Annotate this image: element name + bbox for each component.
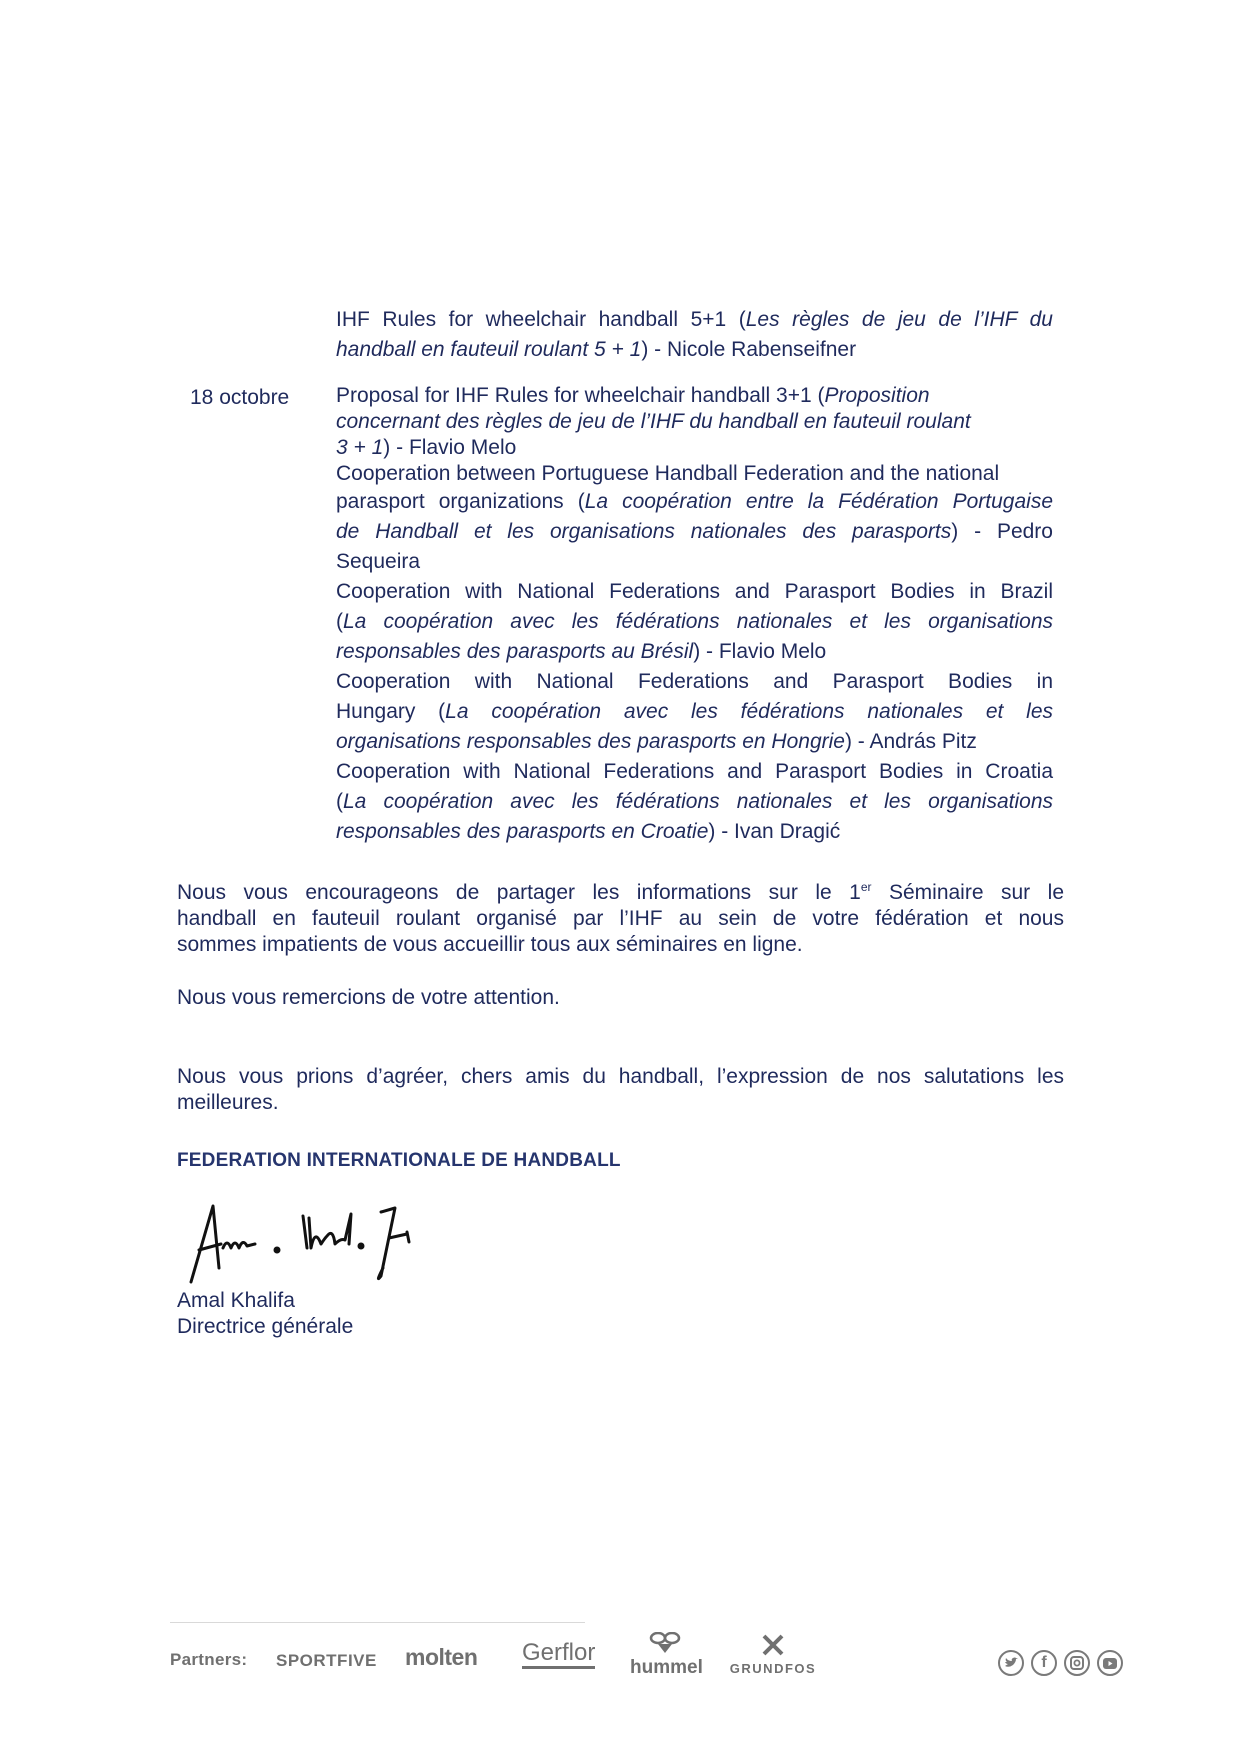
agenda-line: Hungary (La coopération avec les fédérations nationales et les bbox=[336, 700, 1054, 723]
agenda-line: Cooperation with National Federations and Parasport Bodies in Brazil bbox=[336, 580, 1053, 603]
organization-name: FEDERATION INTERNATIONALE DE HANDBALL bbox=[177, 1150, 621, 1171]
closing-paragraph bbox=[177, 1064, 1064, 1116]
agenda-line: responsables des parasports en Croatie) - Ivan Dragić bbox=[336, 820, 841, 843]
agenda-line: concernant des règles de jeu de l’IHF du handball en fauteuil roulant bbox=[336, 410, 971, 433]
partners-label: Partners: bbox=[170, 1650, 248, 1669]
grundfos-mark-icon bbox=[758, 1634, 788, 1656]
agenda-line: organisations responsables des parasports en Hongrie) - András Pitz bbox=[336, 730, 977, 753]
molten-logo: molten bbox=[405, 1644, 478, 1670]
facebook-glyph: f bbox=[1041, 1654, 1047, 1671]
signatory-name: Amal Khalifa bbox=[177, 1289, 295, 1312]
agenda-day-items bbox=[336, 383, 1053, 847]
signature-image bbox=[185, 1198, 445, 1288]
agenda-line: handball en fauteuil roulant 5 + 1) - Nicole Rabenseifner bbox=[336, 338, 857, 361]
youtube-icon[interactable] bbox=[1097, 1650, 1123, 1676]
grundfos-wordmark: GRUNDFOS bbox=[729, 1661, 817, 1676]
gerflor-logo: Gerflor bbox=[522, 1640, 595, 1669]
signature-stroke bbox=[303, 1214, 351, 1248]
paragraph-line: Nous vous prions d’agréer, chers amis du handball, l’expression de nos salutations les bbox=[177, 1065, 1064, 1088]
hummel-bee-icon bbox=[648, 1632, 682, 1654]
agenda-line: parasport organizations (La coopération entre la Fédération Portugaise bbox=[336, 490, 1053, 513]
signature-stroke bbox=[223, 1242, 255, 1248]
facebook-icon[interactable] bbox=[1031, 1650, 1057, 1676]
thanks-text: Nous vous remercions de votre attention. bbox=[177, 986, 560, 1009]
thanks-paragraph bbox=[177, 985, 1064, 1011]
agenda-line: (La coopération avec les fédérations nationales et les organisations bbox=[336, 610, 1053, 633]
agenda-date: 18 octobre bbox=[190, 386, 290, 409]
paragraph-line: Nous vous encourageons de partager les informations sur le 1er Séminaire sur le bbox=[177, 880, 1065, 904]
footer-divider bbox=[170, 1622, 585, 1623]
signature-stroke bbox=[378, 1208, 409, 1279]
agenda-line: Cooperation with National Federations and Parasport Bodies in bbox=[336, 670, 1053, 693]
signatory bbox=[177, 1288, 353, 1340]
signature-stroke bbox=[275, 1248, 279, 1252]
instagram-icon[interactable] bbox=[1064, 1650, 1090, 1676]
partners-bar bbox=[170, 1640, 1130, 1700]
agenda-line: Cooperation between Portuguese Handball Federation and the national bbox=[336, 462, 1000, 485]
agenda-line: Sequeira bbox=[336, 550, 421, 573]
twitter-icon[interactable] bbox=[998, 1650, 1024, 1676]
agenda-line: de Handball et les organisations nationales des parasports) - Pedro bbox=[336, 520, 1053, 543]
paragraph-line: meilleures. bbox=[177, 1091, 279, 1114]
grundfos-logo bbox=[720, 1634, 826, 1677]
social-links bbox=[998, 1650, 1123, 1676]
hummel-logo bbox=[630, 1632, 703, 1678]
signature-stroke bbox=[359, 1244, 363, 1248]
agenda-line: 3 + 1) - Flavio Melo bbox=[336, 436, 517, 459]
signatory-title: Directrice générale bbox=[177, 1315, 354, 1338]
paragraph-line: handball en fauteuil roulant organisé par l’IHF au sein de votre fédération et nous bbox=[177, 907, 1064, 930]
agenda-line: Cooperation with National Federations and Parasport Bodies in Croatia bbox=[336, 760, 1053, 783]
sportfive-logo: SPORTFIVE bbox=[276, 1651, 377, 1670]
agenda-item-rules-5plus1 bbox=[336, 305, 1053, 365]
agenda-line: responsables des parasports au Brésil) - Flavio Melo bbox=[336, 640, 827, 663]
hummel-wordmark: hummel bbox=[630, 1657, 703, 1678]
signature-stroke bbox=[191, 1206, 219, 1282]
agenda-line: (La coopération avec les fédérations nationales et les organisations bbox=[336, 790, 1053, 813]
agenda-line: IHF Rules for wheelchair handball 5+1 (Les règles de jeu de l’IHF du bbox=[336, 308, 1053, 331]
agenda-line: Proposal for IHF Rules for wheelchair handball 3+1 (Proposition bbox=[336, 384, 930, 407]
share-paragraph bbox=[177, 880, 1064, 958]
paragraph-line: sommes impatients de vous accueillir tous aux séminaires en ligne. bbox=[177, 933, 803, 956]
